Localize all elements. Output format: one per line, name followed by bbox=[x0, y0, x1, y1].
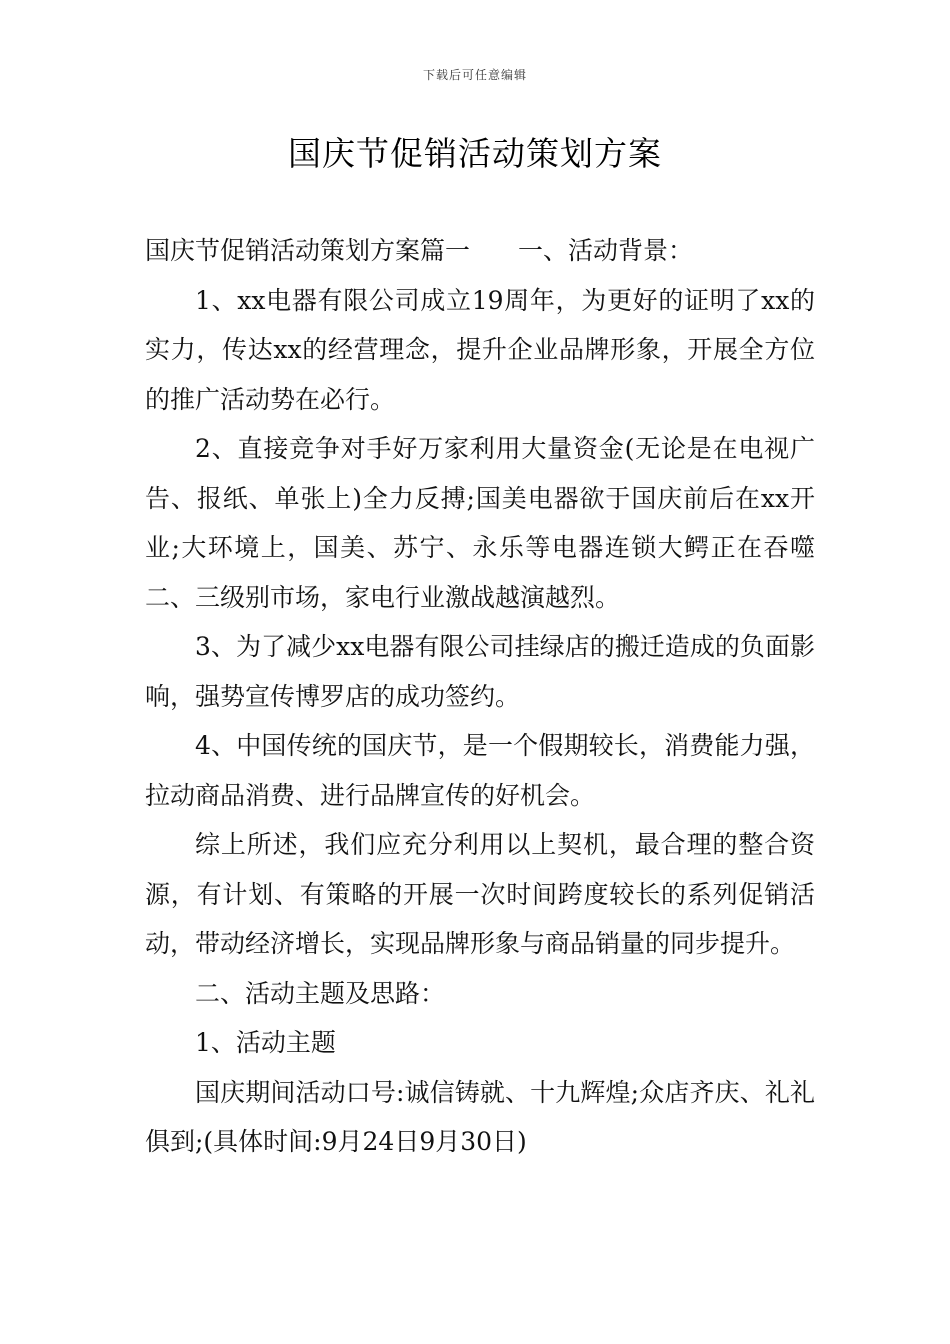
document-body bbox=[145, 226, 815, 1167]
paragraph-summary: 综上所述，我们应充分利用以上契机，最合理的整合资源，有计划、有策略的开展一次时间跨度较长的系列促销活动，带动经济增长，实现品牌形象与商品销量的同步提升。 bbox=[145, 830, 815, 958]
header-note: 下载后可任意编辑 bbox=[422, 68, 527, 82]
section-heading-theme: 二、活动主题及思路： bbox=[195, 978, 446, 1008]
paragraph-background-2: 2、直接竞争对手好万家利用大量资金(无论是在电视广告、报纸、单张上)全力反搏;国美电器欲于国庆前后在xx开业;大环境上，国美、苏宁、永乐等电器连锁大鳄正在吞噬二、三级别市场，家电行业激战越演越烈。 bbox=[145, 434, 815, 612]
paragraph-background-3: 3、为了减少xx电器有限公司挂绿店的搬迁造成的负面影响，强势宣传博罗店的成功签约。 bbox=[145, 632, 815, 711]
section-heading-part-one: 国庆节促销活动策划方案篇一 bbox=[145, 236, 471, 265]
paragraph-background-4: 4、中国传统的国庆节，是一个假期较长，消费能力强，拉动商品消费、进行品牌宣传的好机会。 bbox=[145, 731, 815, 810]
document-title: 国庆节促销活动策划方案 bbox=[288, 134, 662, 173]
section-heading-background: 一、活动背景： bbox=[518, 236, 694, 265]
intro-line bbox=[145, 226, 815, 276]
paragraph-slogan: 国庆期间活动口号:诚信铸就、十九辉煌;众店齐庆、礼礼俱到;(具体时间:9月24日9月30日) bbox=[145, 1077, 815, 1156]
paragraph-background-1: 1、xx电器有限公司成立19周年，为更好的证明了xx的实力，传达xx的经营理念，提升企业品牌形象，开展全方位的推广活动势在必行。 bbox=[145, 285, 815, 414]
subheading-activity-theme: 1、活动主题 bbox=[195, 1028, 336, 1057]
